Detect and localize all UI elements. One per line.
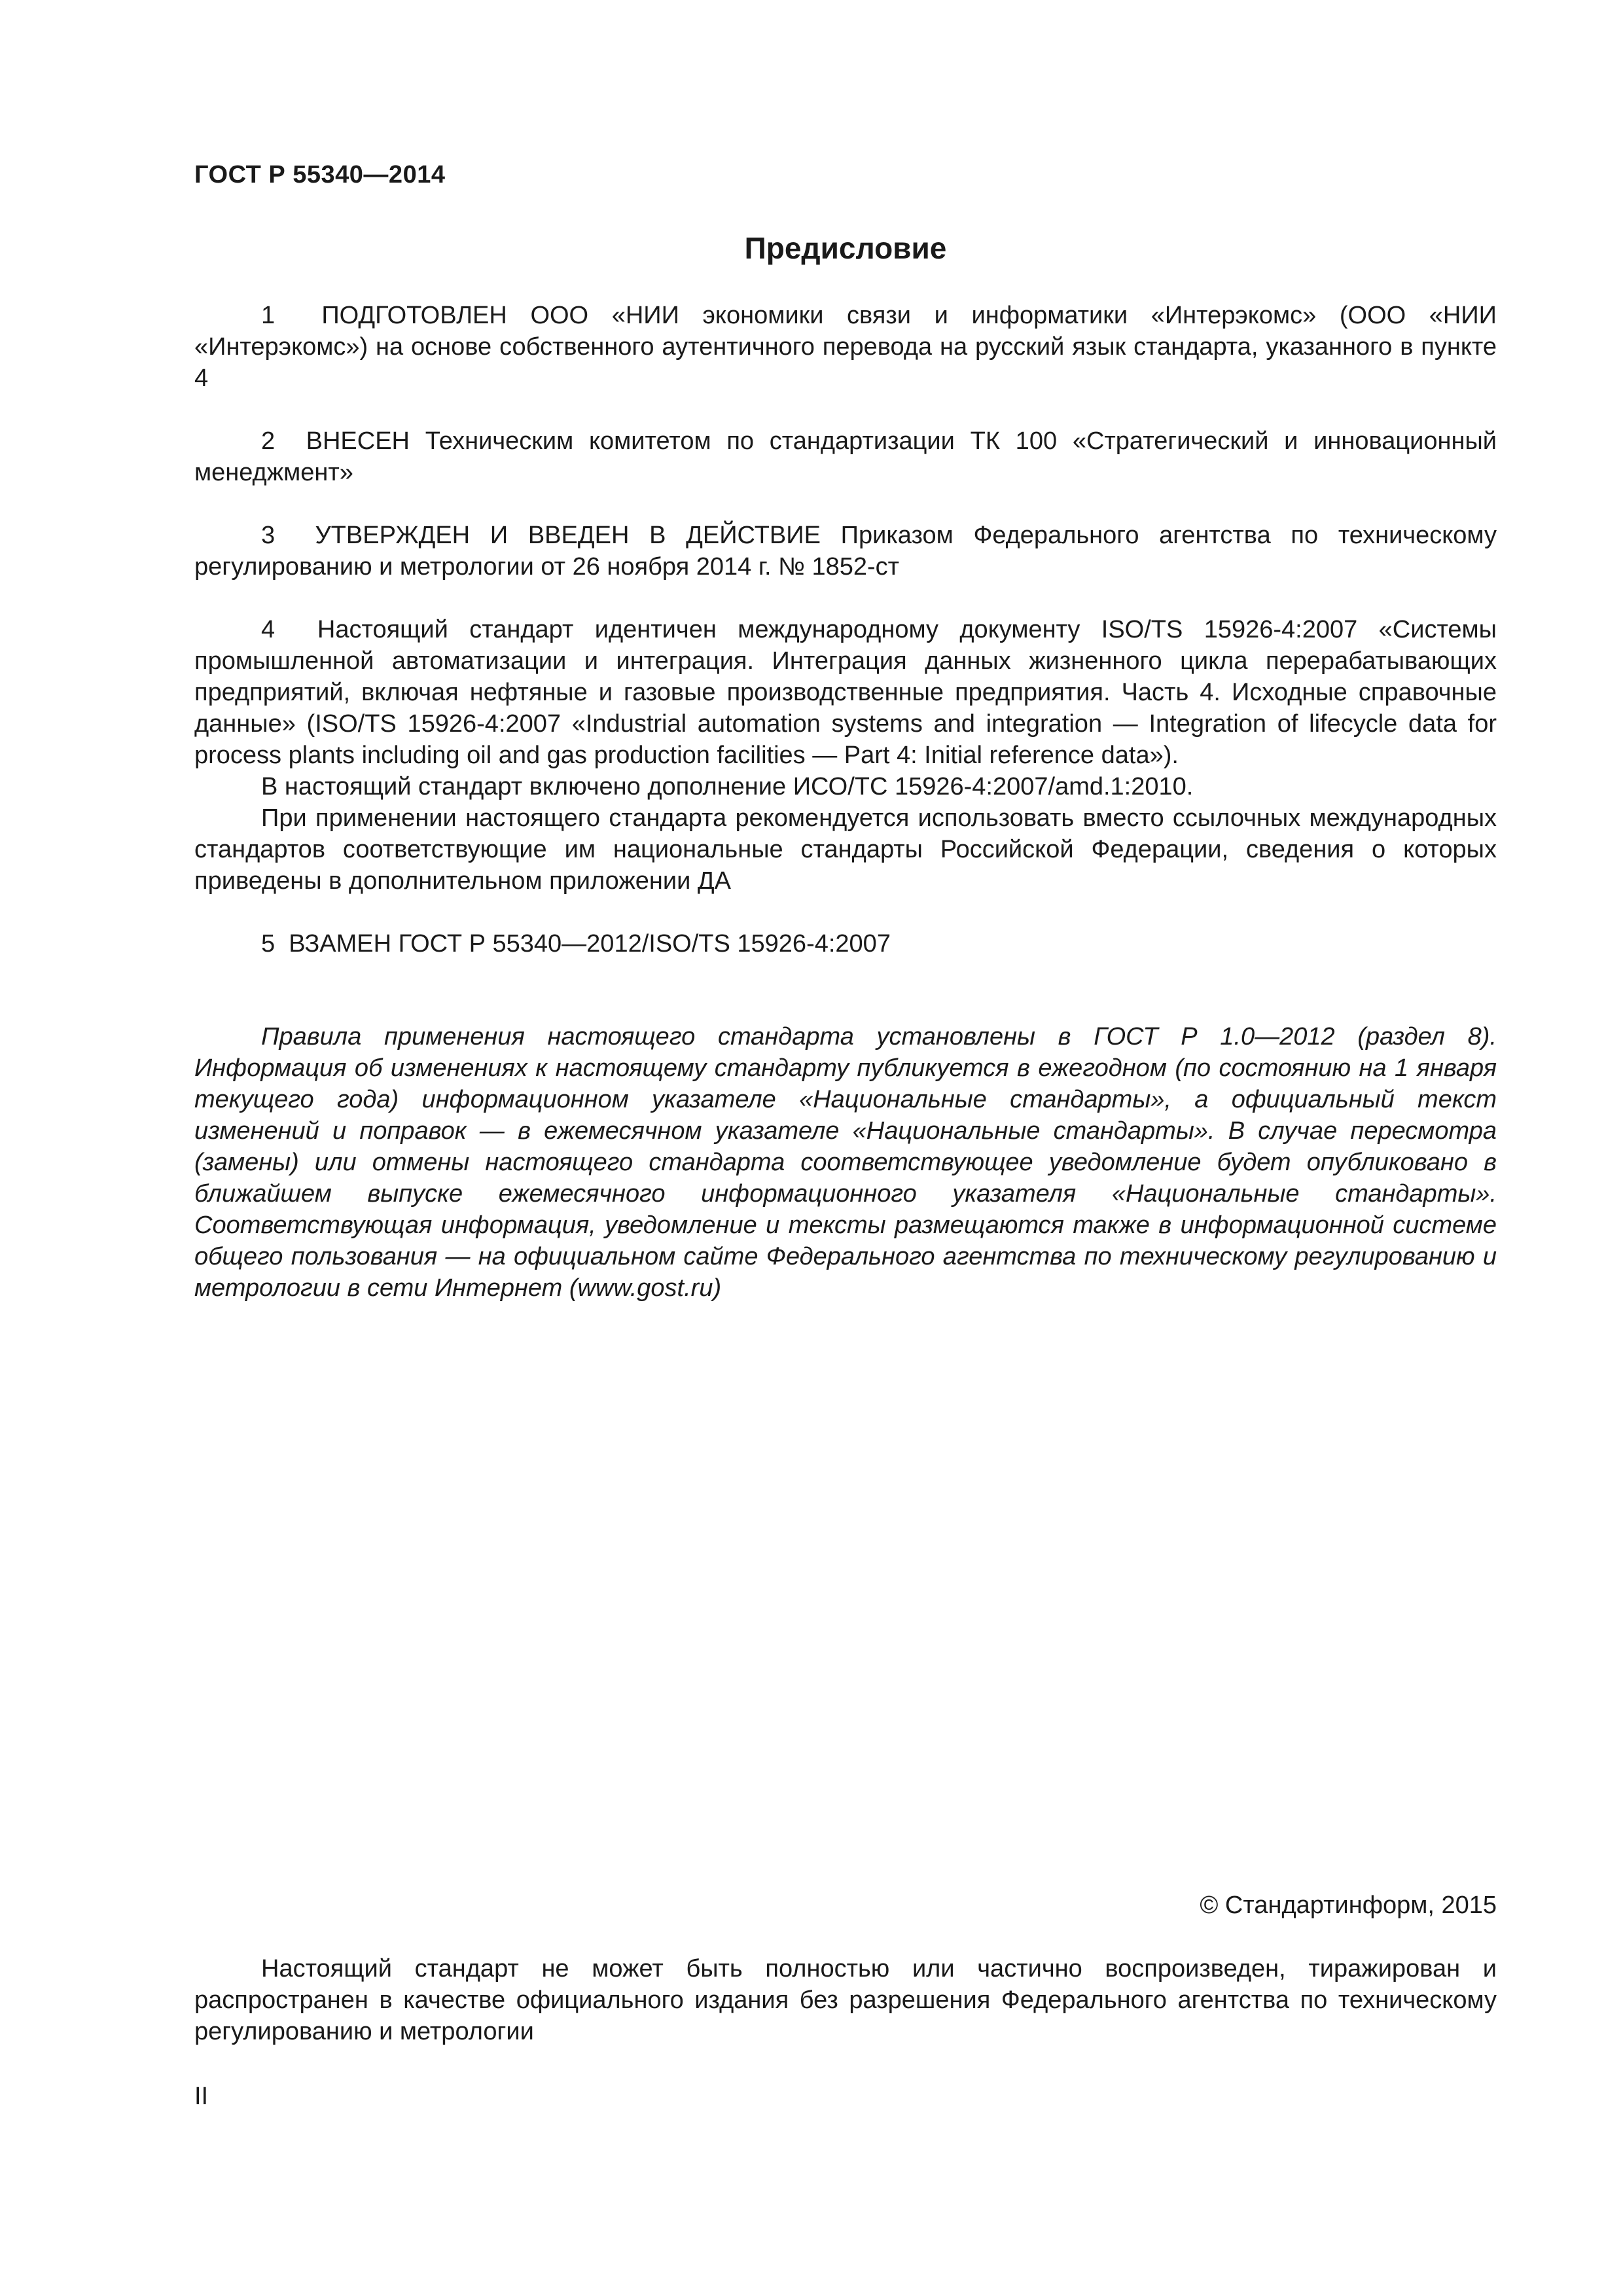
item-text: Настоящий стандарт идентичен международному документу ISO/TS 15926-4:2007 «Системы промышленной автоматизации и интеграция. Интеграция данных жизненного цикла перерабатывающих предприятий, включая нефтяные и газовые производственные предприятия. Часть 4. Исходные справочные данные» (ISO/TS 15926-4:2007 «Industrial automation systems and integration — Integration of lifecycle data for process plants including oil and gas production facilities — Part 4: Initial reference data»). — [194, 616, 1497, 769]
item-text: ПОДГОТОВЛЕН ООО «НИИ экономики связи и информатики «Интерэкомс» (ООО «НИИ «Интерэкомс») на основе собственного аутентичного перевода на русский язык стандарта, указанного в пункте 4 — [194, 302, 1497, 392]
application-rules-notice: Правила применения настоящего стандарта установлены в ГОСТ Р 1.0—2012 (раздел 8). Информация об изменениях к настоящему стандарту публикуется в ежегодном (по состоянию на 1 января текущего года) информационном указателе «Национальные стандарты», а официальный текст изменений и поправок — в ежемесячном указателе «Национальные стандарты». В случае пересмотра (замены) или отмены настоящего стандарта соответствующее уведомление будет опубликовано в ближайшем выпуске ежемесячного информационного указателя «Национальные стандарты». Соответствующая информация, уведомление и тексты размещаются также в информационной системе общего пользования — на официальном сайте Федерального агентства по техническому регулированию и метрологии в сети Интернет (www.gost.ru) — [194, 1023, 1497, 1302]
copyright: © Стандартинформ, 2015 — [1200, 1892, 1497, 1919]
preface-item-paragraph — [194, 614, 1497, 771]
preface-item-2 — [194, 425, 1497, 488]
item-number: 1 — [261, 302, 276, 329]
document-code: ГОСТ Р 55340—2014 — [194, 161, 446, 188]
reproduction-notice: Настоящий стандарт не может быть полностью или частично воспроизведен, тиражирован и распространен в качестве официального издания без разрешения Федерального агентства по техническому регулированию и метрологии — [194, 1955, 1497, 2045]
preface-item-paragraph: В настоящий стандарт включено дополнение ИСО/ТС 15926-4:2007/amd.1:2010. — [261, 773, 1194, 800]
preface-item-paragraph — [194, 928, 1497, 960]
item-number: 4 — [261, 616, 276, 643]
page-number: II — [194, 2083, 209, 2110]
item-text: ВНЕСЕН Техническим комитетом по стандартизации ТК 100 «Стратегический и инновационный менеджмент» — [194, 427, 1497, 486]
preface-item-3 — [194, 520, 1497, 583]
preface-item-paragraph — [194, 300, 1497, 394]
preface-item-paragraph: При применении настоящего стандарта рекомендуется использовать вместо ссылочных международных стандартов соответствующие им национальные стандарты Российской Федерации, сведения о которых приведены в дополнительном приложении ДА — [194, 804, 1497, 895]
item-number: 5 — [261, 930, 276, 958]
preface-body — [194, 300, 1497, 991]
item-number: 2 — [261, 427, 276, 455]
item-number: 3 — [261, 522, 276, 549]
preface-item-paragraph — [194, 520, 1497, 583]
preface-item-5 — [194, 928, 1497, 960]
preface-item-paragraph — [194, 425, 1497, 488]
item-text: ВЗАМЕН ГОСТ Р 55340—2012/ISO/TS 15926-4:2007 — [289, 930, 891, 958]
preface-item-4 — [194, 614, 1497, 897]
preface-item-1 — [194, 300, 1497, 394]
section-title: Предисловие — [744, 231, 947, 265]
item-text: УТВЕРЖДЕН И ВВЕДЕН В ДЕЙСТВИЕ Приказом Федерального агентства по техническому регулированию и метрологии от 26 ноября 2014 г. № 1852-ст — [194, 522, 1497, 581]
